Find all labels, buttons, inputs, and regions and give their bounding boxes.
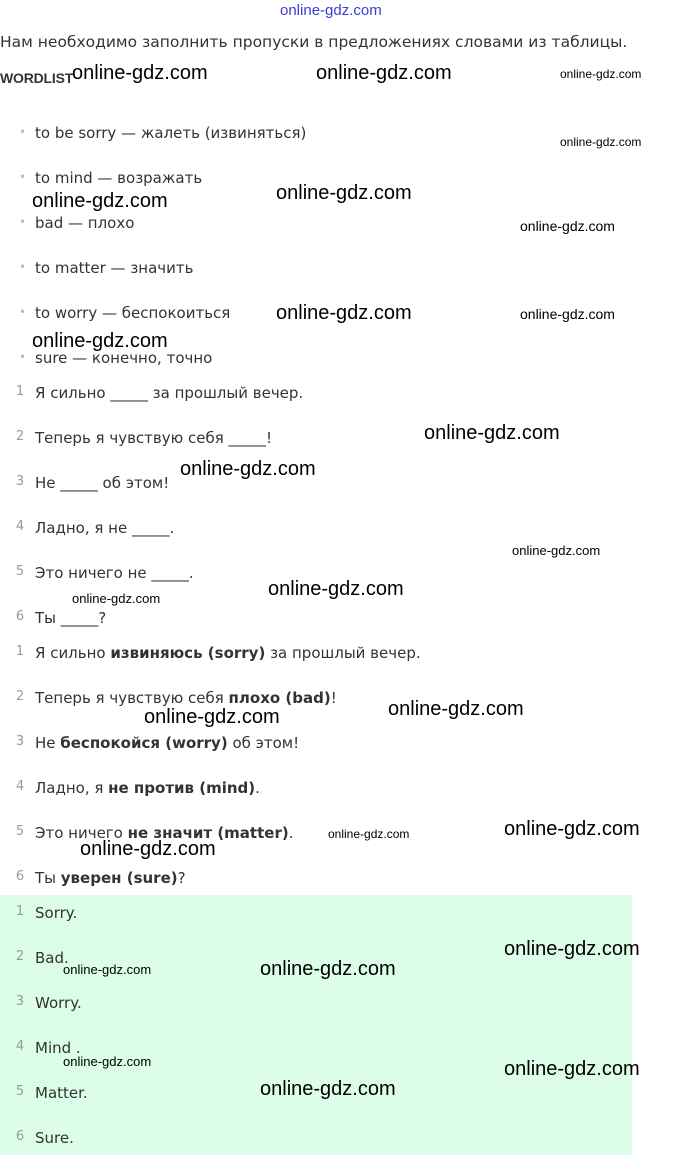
watermark: online-gdz.com xyxy=(388,698,524,720)
watermark: online-gdz.com xyxy=(424,422,560,444)
row-text: Ты _____? xyxy=(35,609,107,627)
row-text: Это ничего не значит (matter). xyxy=(35,824,294,842)
row-text: Worry. xyxy=(35,994,82,1012)
row-text: Я сильно извиняюсь (sorry) за прошлый вечер. xyxy=(35,644,421,662)
row-number: 4 xyxy=(15,779,25,794)
row-number: 3 xyxy=(15,734,25,749)
row-text: Sure. xyxy=(35,1129,74,1147)
row-text: Теперь я чувствую себя плохо (bad)! xyxy=(35,689,337,707)
row-number: 5 xyxy=(15,1084,25,1099)
watermark: online-gdz.com xyxy=(512,543,601,558)
answer-highlight: не значит (matter) xyxy=(127,824,289,842)
watermark: online-gdz.com xyxy=(504,818,640,840)
watermark: online-gdz.com xyxy=(520,218,615,234)
row-text: Ладно, я не _____. xyxy=(35,519,175,537)
site-header-link[interactable]: online-gdz.com xyxy=(280,2,382,19)
wordlist-item: • sure — конечно, точно xyxy=(35,349,212,367)
row-text: Не беспокойся (worry) об этом! xyxy=(35,734,300,752)
row-text: Sorry. xyxy=(35,904,78,922)
row-number: 4 xyxy=(15,519,25,534)
answer-highlight: не против (mind) xyxy=(108,779,256,797)
watermark: online-gdz.com xyxy=(72,62,208,84)
row-text: Ты уверен (sure)? xyxy=(35,869,186,887)
watermark: online-gdz.com xyxy=(63,1054,152,1069)
watermark: online-gdz.com xyxy=(316,62,452,84)
row-number: 5 xyxy=(15,564,25,579)
watermark: online-gdz.com xyxy=(504,1058,640,1080)
row-text: Я сильно _____ за прошлый вечер. xyxy=(35,384,304,402)
answer-highlight: беспокойся (worry) xyxy=(60,734,228,752)
answer-highlight: плохо (bad) xyxy=(228,689,331,707)
watermark: online-gdz.com xyxy=(328,827,410,841)
watermark: online-gdz.com xyxy=(260,958,396,980)
wordlist-item: • to worry — беспокоиться xyxy=(35,304,230,322)
instruction-text: Нам необходимо заполнить пропуски в предложениях словами из таблицы. xyxy=(0,33,628,51)
wordlist-item: • bad — плохо xyxy=(35,214,134,232)
answer-highlight: уверен (sure) xyxy=(60,869,178,887)
answer-highlight: извиняюсь (sorry) xyxy=(110,644,266,662)
row-number: 3 xyxy=(15,994,25,1009)
row-number: 4 xyxy=(15,1039,25,1054)
row-number: 1 xyxy=(15,384,25,399)
row-number: 2 xyxy=(15,429,25,444)
watermark: online-gdz.com xyxy=(560,67,642,81)
row-text: Bad. xyxy=(35,949,69,967)
wordlist-item: • to mind — возражать xyxy=(35,169,202,187)
wordlist-item: • to matter — значить xyxy=(35,259,194,277)
row-text: Mind . xyxy=(35,1039,81,1057)
row-number: 2 xyxy=(15,949,25,964)
row-number: 6 xyxy=(15,1129,25,1144)
row-number: 6 xyxy=(15,609,25,624)
row-text: Ладно, я не против (mind). xyxy=(35,779,260,797)
watermark: online-gdz.com xyxy=(180,458,316,480)
watermark: online-gdz.com xyxy=(276,182,412,204)
row-text: Это ничего не _____. xyxy=(35,564,194,582)
row-number: 1 xyxy=(15,644,25,659)
watermark: online-gdz.com xyxy=(32,190,168,212)
watermark: online-gdz.com xyxy=(260,1078,396,1100)
watermark: online-gdz.com xyxy=(144,706,280,728)
watermark: online-gdz.com xyxy=(560,135,642,149)
watermark: online-gdz.com xyxy=(268,578,404,600)
watermark: online-gdz.com xyxy=(72,591,161,606)
row-number: 2 xyxy=(15,689,25,704)
row-number: 1 xyxy=(15,904,25,919)
watermark: online-gdz.com xyxy=(504,938,640,960)
wordlist-title: WORDLIST xyxy=(0,70,74,86)
row-number: 5 xyxy=(15,824,25,839)
watermark: online-gdz.com xyxy=(276,302,412,324)
answers-panel xyxy=(0,895,632,1155)
watermark: online-gdz.com xyxy=(520,306,615,322)
row-text: Не _____ об этом! xyxy=(35,474,170,492)
wordlist-item: • to be sorry — жалеть (извиняться) xyxy=(35,124,306,142)
watermark: online-gdz.com xyxy=(32,330,168,352)
row-number: 6 xyxy=(15,869,25,884)
row-text: Matter. xyxy=(35,1084,88,1102)
watermark: online-gdz.com xyxy=(63,962,152,977)
row-text: Теперь я чувствую себя _____! xyxy=(35,429,273,447)
row-number: 3 xyxy=(15,474,25,489)
watermark: online-gdz.com xyxy=(80,838,216,860)
